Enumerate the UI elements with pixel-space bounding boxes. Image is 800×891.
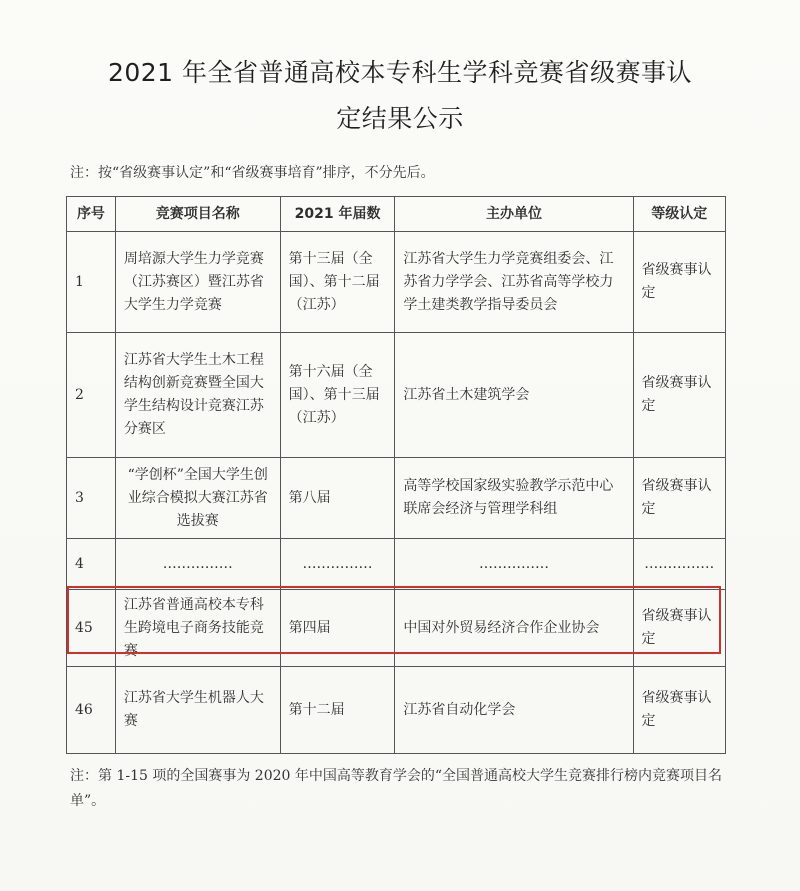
page-title — [40, 50, 760, 142]
row-no: 3 — [67, 458, 116, 539]
row-no: 2 — [67, 333, 116, 458]
row-no: 4 — [67, 539, 116, 590]
footnote: 注：第 1-15 项的全国赛事为 2020 年中国高等教育学会的“全国普通高校大学生竞赛排行榜内竞赛项目名单”。 — [70, 768, 723, 809]
row-organizer: 江苏省自动化学会 — [395, 667, 633, 754]
row-level: …………… — [633, 539, 726, 590]
row-level: 省级赛事认定 — [633, 333, 726, 458]
table-row — [67, 458, 726, 539]
row-no: 46 — [67, 667, 116, 754]
row-organizer: 中国对外贸易经济合作企业协会 — [395, 590, 633, 667]
row-organizer: 江苏省土木建筑学会 — [395, 333, 633, 458]
row-name: 江苏省大学生土木工程结构创新竞赛暨全国大学生结构设计竞赛江苏分赛区 — [115, 333, 280, 458]
row-organizer: …………… — [395, 539, 633, 590]
row-level: 省级赛事认定 — [633, 232, 726, 333]
table-row — [67, 333, 726, 458]
competition-table — [66, 196, 726, 754]
row-name: 江苏省普通高校本专科生跨境电子商务技能竞赛 — [115, 590, 280, 667]
row-no: 1 — [67, 232, 116, 333]
row-edition: 第十二届 — [280, 667, 395, 754]
row-organizer: 江苏省大学生力学竞赛组委会、江苏省力学学会、江苏省高等学校力学土建类教学指导委员会 — [395, 232, 633, 333]
row-edition: 第八届 — [280, 458, 395, 539]
table-row-highlighted — [67, 590, 726, 667]
title-line-2: 定结果公示 — [336, 104, 464, 133]
ordering-note: 注：按“省级赛事认定”和“省级赛事培育”排序，不分先后。 — [70, 165, 435, 181]
row-level: 省级赛事认定 — [633, 667, 726, 754]
header-organizer: 主办单位 — [395, 197, 633, 232]
title-line-1: 2021 年全省普通高校本专科生学科竞赛省级赛事认 — [107, 58, 693, 87]
table-row — [67, 667, 726, 754]
row-name: 江苏省大学生机器人大赛 — [115, 667, 280, 754]
row-edition: …………… — [280, 539, 395, 590]
header-level: 等级认定 — [633, 197, 726, 232]
row-edition: 第十六届（全国）、第十三届（江苏） — [280, 333, 395, 458]
row-level: 省级赛事认定 — [633, 458, 726, 539]
row-no: 45 — [67, 590, 116, 667]
row-edition: 第十三届（全国）、第十二届（江苏） — [280, 232, 395, 333]
row-edition: 第四届 — [280, 590, 395, 667]
row-name: “学创杯”全国大学生创业综合模拟大赛江苏省选拔赛 — [115, 458, 280, 539]
table-row — [67, 232, 726, 333]
row-level: 省级赛事认定 — [633, 590, 726, 667]
row-name: 周培源大学生力学竞赛（江苏赛区）暨江苏省大学生力学竞赛 — [115, 232, 280, 333]
table-row — [67, 539, 726, 590]
header-name: 竞赛项目名称 — [115, 197, 280, 232]
row-name: …………… — [115, 539, 280, 590]
table-header-row — [67, 197, 726, 232]
header-edition: 2021 年届数 — [280, 197, 395, 232]
header-no: 序号 — [67, 197, 116, 232]
row-organizer: 高等学校国家级实验教学示范中心联席会经济与管理学科组 — [395, 458, 633, 539]
